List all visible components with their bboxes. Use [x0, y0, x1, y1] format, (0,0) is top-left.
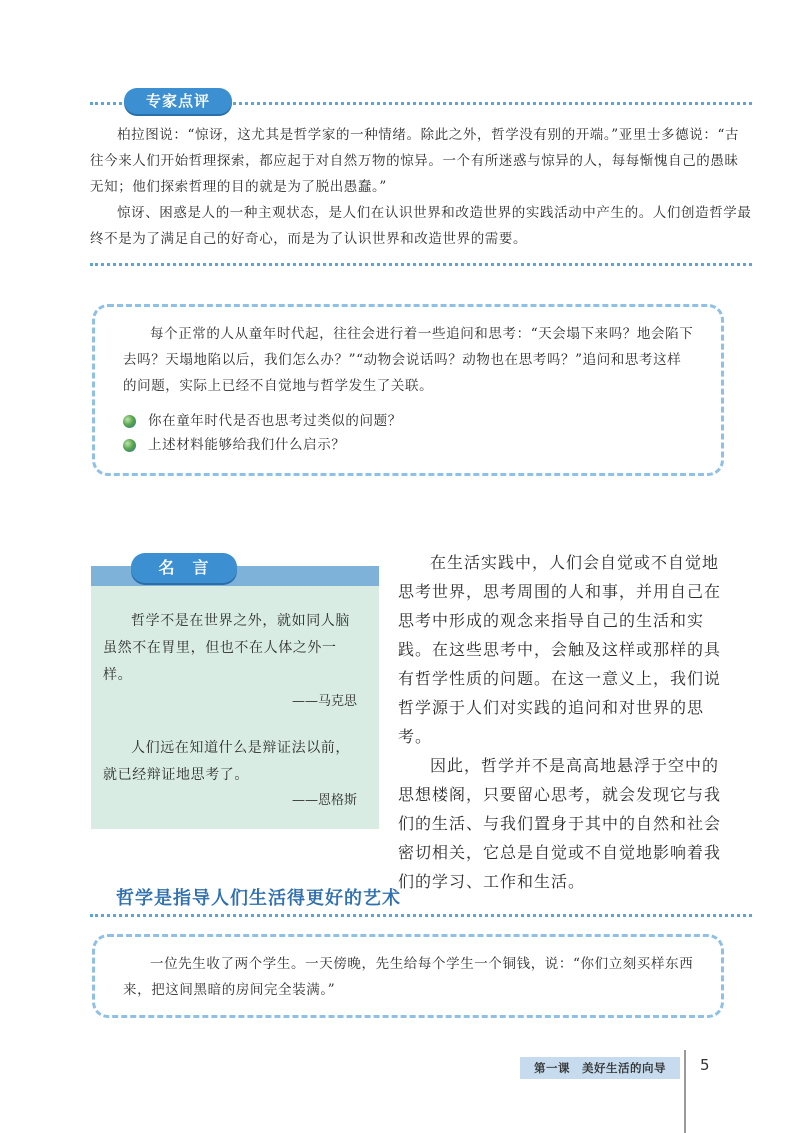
quote-2-text: 人们远在知道什么是辩证法以前，就已经辩证地思考了。 [103, 740, 350, 783]
expert-review-badge-label: 专家点评 [145, 92, 210, 110]
expert-review-body [90, 122, 752, 252]
inquiry-question-1 [123, 409, 695, 433]
expert-review-paragraph-1: 柏拉图说：“惊讶，这尤其是哲学家的一种情绪。除此之外，哲学没有别的开端。”亚里士多德说：“古往今来人们开始哲理探索，都应起于对自然万物的惊异。一个有所迷惑与惊异的人，每每惭愧自己的愚昧无知；他们探索哲理的目的就是为了脱出愚蠢。” [90, 127, 740, 195]
expert-review-bottom-divider [90, 263, 752, 266]
bullet-ball-icon [123, 439, 136, 452]
footer-vertical-rule [684, 1050, 686, 1133]
main-text [398, 548, 734, 896]
famous-quotes-badge [131, 553, 237, 583]
main-paragraph-2: 因此，哲学并不是高高地悬浮于空中的思想楼阁，只要留心思考，就会发现它与我们的生活、与我们置身于其中的自然和社会密切相关，它总是自觉或不自觉地影响着我们的学习、工作和生活。 [398, 756, 722, 891]
footer-chapter-label [520, 1057, 680, 1079]
inquiry-question-text: 你在童年时代是否也思考过类似的问题？ [148, 413, 402, 429]
story-box [92, 934, 724, 1018]
inquiry-text: 每个正常的人从童年时代起，往往会进行着一些追问和思考：“天会塌下来吗？地会陷下去吗？天塌地陷以后，我们怎么办？”“动物会说话吗？动物也在思考吗？”追问和思考这样的问题，实际上已经不自觉地与哲学发生了关联。 [123, 326, 694, 394]
quote-1-author: ——马克思 [291, 694, 357, 709]
famous-quotes-badge-label: 名 言 [158, 558, 210, 577]
footer-chapter-text: 第一课 美好生活的向导 [534, 1061, 666, 1075]
inquiry-box [92, 304, 724, 476]
quote-2-author: ——恩格斯 [291, 793, 357, 808]
section-title: 哲学是指导人们生活得更好的艺术 [116, 888, 401, 909]
bullet-ball-icon [123, 415, 136, 428]
expert-review-paragraph-2: 惊讶、困惑是人的一种主观状态，是人们在认识世界和改造世界的实践活动中产生的。人们创造哲学最终不是为了满足自己的好奇心，而是为了认识世界和改造世界的需要。 [90, 205, 752, 247]
section-title-divider [90, 914, 752, 917]
inquiry-question-2 [123, 433, 695, 457]
story-text: 一位先生收了两个学生。一天傍晚，先生给每个学生一个铜钱，说：“你们立刻买样东西来，把这间黑暗的房间完全装满。” [123, 956, 694, 998]
footer-page-number: 5 [700, 1056, 710, 1074]
expert-review-badge [124, 88, 232, 114]
main-paragraph-1: 在生活实践中，人们会自觉或不自觉地思考世界，思考周围的人和事，并用自己在思考中形成的观念来指导自己的生活和实践。在这些思考中，会触及这样或那样的具有哲学性质的问题。在这一意义上，我们说哲学源于人们对实践的追问和对世界的思考。 [398, 553, 722, 746]
inquiry-question-text: 上述材料能够给我们什么启示？ [148, 437, 346, 453]
famous-quotes-panel [91, 586, 379, 829]
quote-1-text: 哲学不是在世界之外，就如同人脑虽然不在胃里，但也不在人体之外一样。 [103, 613, 350, 683]
